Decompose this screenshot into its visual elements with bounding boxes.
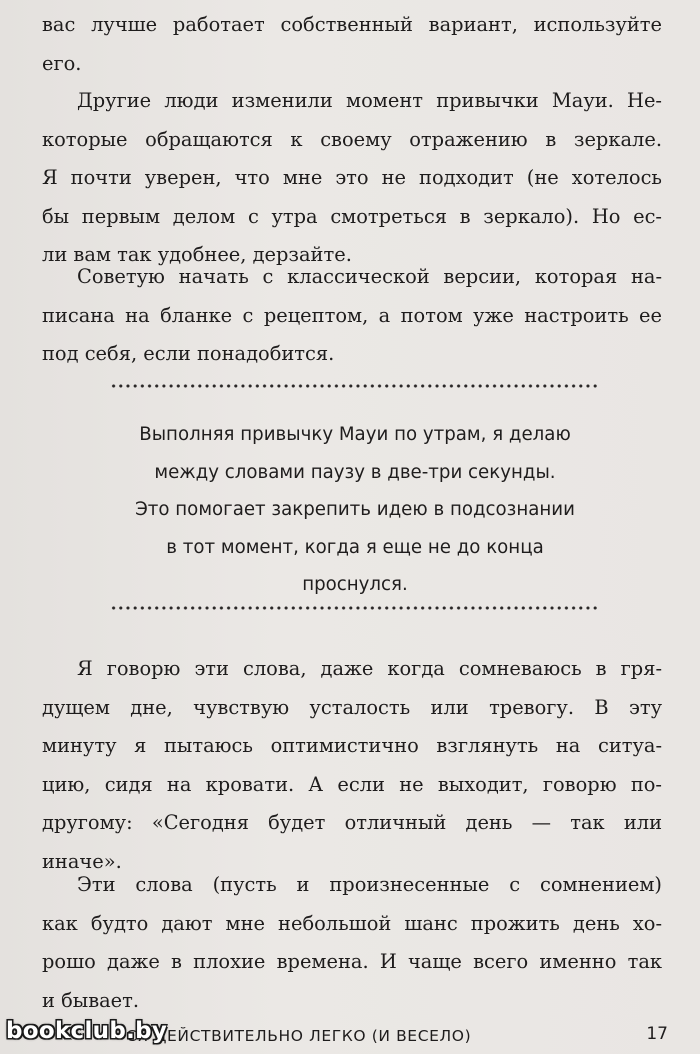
- text-line: цию, сидя на кровати. А если не выходит, говорю по-: [42, 772, 662, 796]
- text-line: другому: «Сегодня будет отличный день — так или: [42, 811, 662, 834]
- text-line: бы первым делом с утра смотреться в зеркало). Но ес-: [42, 204, 662, 228]
- paragraph-2: [42, 82, 662, 275]
- text-line: дущем дне, чувствую усталость или тревогу. В эту: [42, 695, 662, 719]
- text-line: писана на бланке с рецептом, а потом уже настроить ее: [42, 303, 662, 327]
- running-title: СЯ ДЕЙСТВИТЕЛЬНО ЛЕГКО (И ВЕСЕЛО): [126, 1027, 472, 1045]
- text-line: Советую начать с классической версии, которая на-: [77, 265, 662, 288]
- dotted-divider-top: [110, 384, 598, 388]
- text-line: Другие люди изменили момент привычки Мауи. Не-: [77, 89, 662, 112]
- text-line: которые обращаются к своему отражению в зеркале.: [42, 127, 662, 151]
- text-line: и бывает.: [42, 988, 140, 1012]
- text-line: ли вам так удобнее, дерзайте.: [42, 243, 352, 266]
- text-line: как будто дают мне небольшой шанс прожить день хо-: [42, 911, 662, 935]
- text-line: его.: [42, 51, 82, 75]
- callout-line: проснулся.: [302, 574, 408, 595]
- text-line: Эти слова (пусть и произнесенные с сомнением): [77, 873, 662, 896]
- paragraph-4: [42, 650, 662, 881]
- callout-line: в тот момент, когда я еще не до конца: [166, 536, 544, 558]
- callout-line: Выполняя привычку Мауи по утрам, я делаю: [139, 424, 571, 445]
- callout-line: Это помогает закрепить идею в подсознании: [135, 499, 575, 520]
- text-line: рошо даже в плохие времена. И чаще всего именно так: [42, 950, 662, 973]
- paragraph-1: [42, 6, 662, 83]
- text-line: Я говорю эти слова, даже когда сомневаюсь в гря-: [77, 657, 662, 680]
- paragraph-3: [42, 258, 662, 374]
- paragraph-5: [42, 866, 662, 1020]
- watermark-logo: bookclub.by: [6, 1018, 168, 1044]
- callout-box: [60, 416, 650, 604]
- text-line: под себя, если понадобится.: [42, 342, 335, 365]
- callout-line: между словами паузу в две-три секунды.: [154, 461, 556, 483]
- text-line: минуту я пытаюсь оптимистично взглянуть на ситуа-: [42, 734, 662, 757]
- text-line: иначе».: [42, 849, 122, 873]
- dotted-divider-bottom: [110, 606, 598, 610]
- text-line: вас лучше работает собственный вариант, используйте: [42, 13, 662, 36]
- text-line: Я почти уверен, что мне это не подходит (не хотелось: [42, 166, 662, 189]
- page-number: 17: [646, 1024, 668, 1044]
